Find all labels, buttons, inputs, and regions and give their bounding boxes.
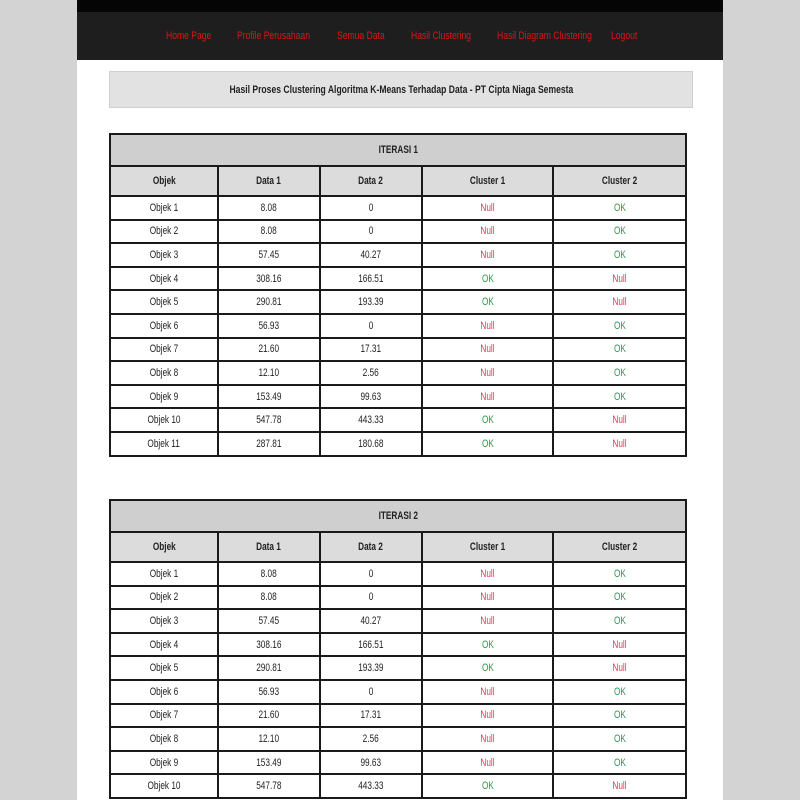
cell-cluster-2 (553, 704, 686, 728)
cell-cluster-2 (553, 314, 686, 338)
cell-value: 0 (368, 567, 374, 580)
cell-cluster-1 (422, 633, 553, 657)
cell-data-2 (320, 220, 422, 244)
cell-objek (110, 774, 218, 798)
cell-value: Null (480, 319, 495, 332)
cell-objek (110, 727, 218, 751)
cell-value: OK (481, 437, 494, 450)
cell-cluster-2 (553, 586, 686, 610)
cell-cluster-1 (422, 408, 553, 432)
column-header-objek (110, 166, 218, 196)
cell-value: 2.56 (362, 366, 380, 379)
cell-value: 57.45 (258, 614, 280, 627)
cell-value: OK (481, 272, 494, 285)
cell-value: 290.81 (256, 662, 282, 675)
cell-value: 308.16 (256, 272, 282, 285)
cell-value: 547.78 (256, 780, 282, 793)
cell-value: 0 (368, 225, 374, 238)
cell-value: OK (613, 567, 626, 580)
cell-objek (110, 751, 218, 775)
cell-cluster-2 (553, 680, 686, 704)
page-title-banner (109, 71, 693, 108)
cell-data-1 (218, 243, 320, 267)
cell-value: Null (612, 296, 627, 309)
cell-value: 443.33 (358, 780, 384, 793)
cell-cluster-1 (422, 774, 553, 798)
cell-value: 21.60 (258, 343, 280, 356)
cell-cluster-1 (422, 314, 553, 338)
cell-value: 193.39 (358, 662, 384, 675)
cell-value: 56.93 (258, 319, 280, 332)
cell-data-1 (218, 338, 320, 362)
cell-value: Objek 8 (149, 366, 179, 379)
cell-value: OK (613, 366, 626, 379)
cell-value: 56.93 (258, 685, 280, 698)
cell-value: Null (480, 390, 495, 403)
page (77, 0, 723, 800)
cell-value: Null (480, 685, 495, 698)
cell-value: 12.10 (258, 366, 280, 379)
cell-data-1 (218, 609, 320, 633)
cell-data-2 (320, 314, 422, 338)
cell-data-2 (320, 586, 422, 610)
table-row (110, 361, 686, 385)
table-row (110, 656, 686, 680)
cell-value: 193.39 (358, 296, 384, 309)
cell-value: 8.08 (260, 567, 278, 580)
cell-value: 0 (368, 319, 374, 332)
cell-cluster-2 (553, 432, 686, 456)
cell-value: Null (480, 248, 495, 261)
cell-value: Objek 2 (149, 225, 179, 238)
cell-value: Null (612, 662, 627, 675)
cell-objek (110, 704, 218, 728)
column-header-label: Objek (152, 541, 176, 553)
cell-cluster-2 (553, 220, 686, 244)
column-header-data-1 (218, 166, 320, 196)
table-row (110, 243, 686, 267)
cell-data-2 (320, 338, 422, 362)
cell-value: 8.08 (260, 225, 278, 238)
cell-cluster-1 (422, 220, 553, 244)
cell-objek (110, 220, 218, 244)
nav-logout[interactable]: Logout (611, 30, 638, 42)
column-header-cluster-1 (422, 532, 553, 562)
nav-home-page[interactable]: Home Page (166, 30, 212, 42)
table-row (110, 432, 686, 456)
nav-profile-perusahaan[interactable]: Profile Perusahaan (237, 30, 310, 42)
column-header-label: Cluster 1 (469, 175, 506, 187)
cell-objek (110, 267, 218, 291)
iteration-title (110, 500, 686, 532)
cell-cluster-1 (422, 361, 553, 385)
column-header-label: Cluster 2 (601, 175, 638, 187)
cell-cluster-1 (422, 338, 553, 362)
iteration-title (110, 134, 686, 166)
cell-value: OK (613, 709, 626, 722)
navbar (77, 12, 723, 60)
cell-cluster-2 (553, 361, 686, 385)
cell-data-2 (320, 562, 422, 586)
iteration-table-2 (109, 499, 687, 799)
cell-value: Null (480, 732, 495, 745)
cell-value: 8.08 (260, 591, 278, 604)
cell-value: 8.08 (260, 201, 278, 214)
cell-data-1 (218, 680, 320, 704)
cell-value: Null (480, 225, 495, 238)
cell-value: 40.27 (360, 248, 382, 261)
cell-value: OK (613, 732, 626, 745)
cell-data-1 (218, 656, 320, 680)
cell-value: 287.81 (256, 437, 282, 450)
column-header-label: Cluster 1 (469, 541, 506, 553)
cell-cluster-1 (422, 196, 553, 220)
cell-objek (110, 196, 218, 220)
column-header-data-2 (320, 166, 422, 196)
cell-cluster-2 (553, 290, 686, 314)
column-header-cluster-2 (553, 166, 686, 196)
cell-value: OK (613, 319, 626, 332)
cell-data-2 (320, 704, 422, 728)
table-row (110, 220, 686, 244)
cell-objek (110, 338, 218, 362)
cell-value: OK (613, 343, 626, 356)
cell-cluster-2 (553, 408, 686, 432)
cell-objek (110, 656, 218, 680)
cell-objek (110, 680, 218, 704)
cell-cluster-1 (422, 267, 553, 291)
table-row (110, 338, 686, 362)
cell-data-1 (218, 704, 320, 728)
iteration-title-text: ITERASI 2 (378, 510, 418, 522)
cell-value: Null (612, 437, 627, 450)
column-header-row (110, 166, 686, 196)
cell-data-2 (320, 656, 422, 680)
cell-value: 166.51 (358, 638, 384, 651)
cell-value: 0 (368, 591, 374, 604)
column-header-data-1 (218, 532, 320, 562)
cell-value: OK (481, 296, 494, 309)
cell-cluster-2 (553, 338, 686, 362)
cell-cluster-2 (553, 609, 686, 633)
cell-cluster-2 (553, 727, 686, 751)
cell-value: 153.49 (256, 390, 282, 403)
cell-data-1 (218, 774, 320, 798)
cell-objek (110, 314, 218, 338)
cell-cluster-2 (553, 196, 686, 220)
cell-value: 0 (368, 201, 374, 214)
cell-value: Objek 4 (149, 272, 179, 285)
column-header-label: Data 1 (256, 541, 282, 553)
cell-value: Objek 8 (149, 732, 179, 745)
cell-cluster-1 (422, 704, 553, 728)
cell-value: OK (613, 685, 626, 698)
cell-cluster-2 (553, 656, 686, 680)
table-row (110, 586, 686, 610)
table-row (110, 680, 686, 704)
cell-value: Objek 6 (149, 685, 179, 698)
cell-cluster-2 (553, 385, 686, 409)
page-title: Hasil Proses Clustering Algoritma K-Means Terhadap Data - PT Cipta Niaga Semesta (229, 84, 573, 96)
cell-value: 443.33 (358, 414, 384, 427)
cell-value: OK (613, 390, 626, 403)
cell-data-2 (320, 633, 422, 657)
cell-value: Objek 5 (149, 296, 179, 309)
cell-value: OK (481, 662, 494, 675)
cell-data-2 (320, 243, 422, 267)
cell-value: 180.68 (358, 437, 384, 450)
cell-objek (110, 562, 218, 586)
table-row (110, 290, 686, 314)
cell-value: 153.49 (256, 756, 282, 769)
cell-data-1 (218, 408, 320, 432)
cell-data-2 (320, 267, 422, 291)
cell-value: 547.78 (256, 414, 282, 427)
cell-data-2 (320, 290, 422, 314)
cell-value: Null (480, 756, 495, 769)
cell-data-2 (320, 751, 422, 775)
cell-value: Null (480, 709, 495, 722)
table-row (110, 633, 686, 657)
cell-value: Objek 6 (149, 319, 179, 332)
cell-value: Null (480, 366, 495, 379)
cell-data-2 (320, 609, 422, 633)
cell-value: 166.51 (358, 272, 384, 285)
cell-cluster-1 (422, 609, 553, 633)
cell-value: 290.81 (256, 296, 282, 309)
cell-value: Null (480, 343, 495, 356)
cell-value: Null (480, 614, 495, 627)
cell-cluster-2 (553, 267, 686, 291)
cell-objek (110, 290, 218, 314)
table-row (110, 609, 686, 633)
column-header-row (110, 532, 686, 562)
cell-data-2 (320, 680, 422, 704)
cell-objek (110, 408, 218, 432)
cell-value: 57.45 (258, 248, 280, 261)
cell-data-1 (218, 267, 320, 291)
cell-data-1 (218, 727, 320, 751)
cell-data-2 (320, 385, 422, 409)
cell-objek (110, 361, 218, 385)
cell-value: 12.10 (258, 732, 280, 745)
column-header-label: Data 2 (358, 175, 384, 187)
cell-cluster-2 (553, 751, 686, 775)
cell-cluster-1 (422, 243, 553, 267)
table-row (110, 562, 686, 586)
cell-value: Objek 7 (149, 343, 179, 356)
cell-objek (110, 586, 218, 610)
cell-value: Objek 1 (149, 201, 179, 214)
cell-cluster-1 (422, 656, 553, 680)
cell-cluster-2 (553, 243, 686, 267)
cell-value: Null (612, 414, 627, 427)
cell-data-1 (218, 633, 320, 657)
cell-value: Objek 4 (149, 638, 179, 651)
cell-cluster-1 (422, 290, 553, 314)
cell-data-1 (218, 751, 320, 775)
cell-value: Null (612, 272, 627, 285)
cell-value: Objek 10 (147, 780, 181, 793)
iteration-title-row (110, 500, 686, 532)
cell-value: OK (613, 614, 626, 627)
column-header-objek (110, 532, 218, 562)
table-row (110, 751, 686, 775)
cell-data-2 (320, 196, 422, 220)
cell-value: Null (480, 567, 495, 580)
cell-value: 21.60 (258, 709, 280, 722)
table-row (110, 774, 686, 798)
cell-value: 99.63 (360, 390, 382, 403)
column-header-data-2 (320, 532, 422, 562)
cell-value: OK (613, 225, 626, 238)
cell-data-1 (218, 562, 320, 586)
cell-data-1 (218, 290, 320, 314)
cell-value: 2.56 (362, 732, 380, 745)
cell-value: Objek 11 (147, 437, 181, 450)
cell-data-2 (320, 432, 422, 456)
table-row (110, 196, 686, 220)
cell-objek (110, 243, 218, 267)
cell-value: 40.27 (360, 614, 382, 627)
cell-value: Objek 7 (149, 709, 179, 722)
cell-data-2 (320, 774, 422, 798)
cell-data-1 (218, 385, 320, 409)
cell-data-1 (218, 361, 320, 385)
cell-cluster-2 (553, 633, 686, 657)
cell-cluster-1 (422, 586, 553, 610)
cell-data-1 (218, 196, 320, 220)
table-row (110, 704, 686, 728)
iteration-table-1 (109, 133, 687, 457)
iteration-title-row (110, 134, 686, 166)
iteration-title-text: ITERASI 1 (378, 144, 418, 156)
cell-data-1 (218, 314, 320, 338)
cell-data-1 (218, 220, 320, 244)
cell-value: OK (481, 414, 494, 427)
table-row (110, 385, 686, 409)
cell-value: 0 (368, 685, 374, 698)
column-header-label: Data 2 (358, 541, 384, 553)
table-row (110, 727, 686, 751)
cell-value: Objek 2 (149, 591, 179, 604)
cell-objek (110, 633, 218, 657)
table-row (110, 267, 686, 291)
cell-data-1 (218, 586, 320, 610)
cell-value: Objek 10 (147, 414, 181, 427)
cell-value: Null (612, 638, 627, 651)
cell-objek (110, 609, 218, 633)
table-row (110, 408, 686, 432)
cell-cluster-2 (553, 774, 686, 798)
cell-value: OK (613, 248, 626, 261)
cell-value: Objek 5 (149, 662, 179, 675)
top-strip (77, 0, 723, 12)
cell-value: Objek 1 (149, 567, 179, 580)
cell-value: OK (613, 201, 626, 214)
cell-value: 17.31 (360, 343, 382, 356)
column-header-cluster-1 (422, 166, 553, 196)
column-header-label: Cluster 2 (601, 541, 638, 553)
cell-value: 308.16 (256, 638, 282, 651)
column-header-label: Objek (152, 175, 176, 187)
cell-objek (110, 385, 218, 409)
nav-hasil-diagram-clustering[interactable]: Hasil Diagram Clustering (497, 30, 592, 42)
cell-cluster-1 (422, 432, 553, 456)
cell-value: 99.63 (360, 756, 382, 769)
cell-value: OK (613, 756, 626, 769)
cell-value: 17.31 (360, 709, 382, 722)
cell-data-2 (320, 361, 422, 385)
cell-value: Objek 3 (149, 614, 179, 627)
cell-cluster-1 (422, 751, 553, 775)
cell-data-2 (320, 408, 422, 432)
cell-value: Objek 3 (149, 248, 179, 261)
cell-value: OK (613, 591, 626, 604)
cell-value: Null (612, 780, 627, 793)
cell-value: Null (480, 591, 495, 604)
column-header-cluster-2 (553, 532, 686, 562)
table-row (110, 314, 686, 338)
cell-cluster-2 (553, 562, 686, 586)
cell-value: Null (480, 201, 495, 214)
cell-value: OK (481, 638, 494, 651)
cell-objek (110, 432, 218, 456)
cell-value: Objek 9 (149, 756, 179, 769)
cell-cluster-1 (422, 727, 553, 751)
cell-cluster-1 (422, 562, 553, 586)
cell-cluster-1 (422, 385, 553, 409)
nav-semua-data[interactable]: Semua Data (337, 30, 385, 42)
cell-data-2 (320, 727, 422, 751)
cell-cluster-1 (422, 680, 553, 704)
cell-data-1 (218, 432, 320, 456)
cell-value: Objek 9 (149, 390, 179, 403)
cell-value: OK (481, 780, 494, 793)
column-header-label: Data 1 (256, 175, 282, 187)
nav-hasil-clustering[interactable]: Hasil Clustering (411, 30, 472, 42)
